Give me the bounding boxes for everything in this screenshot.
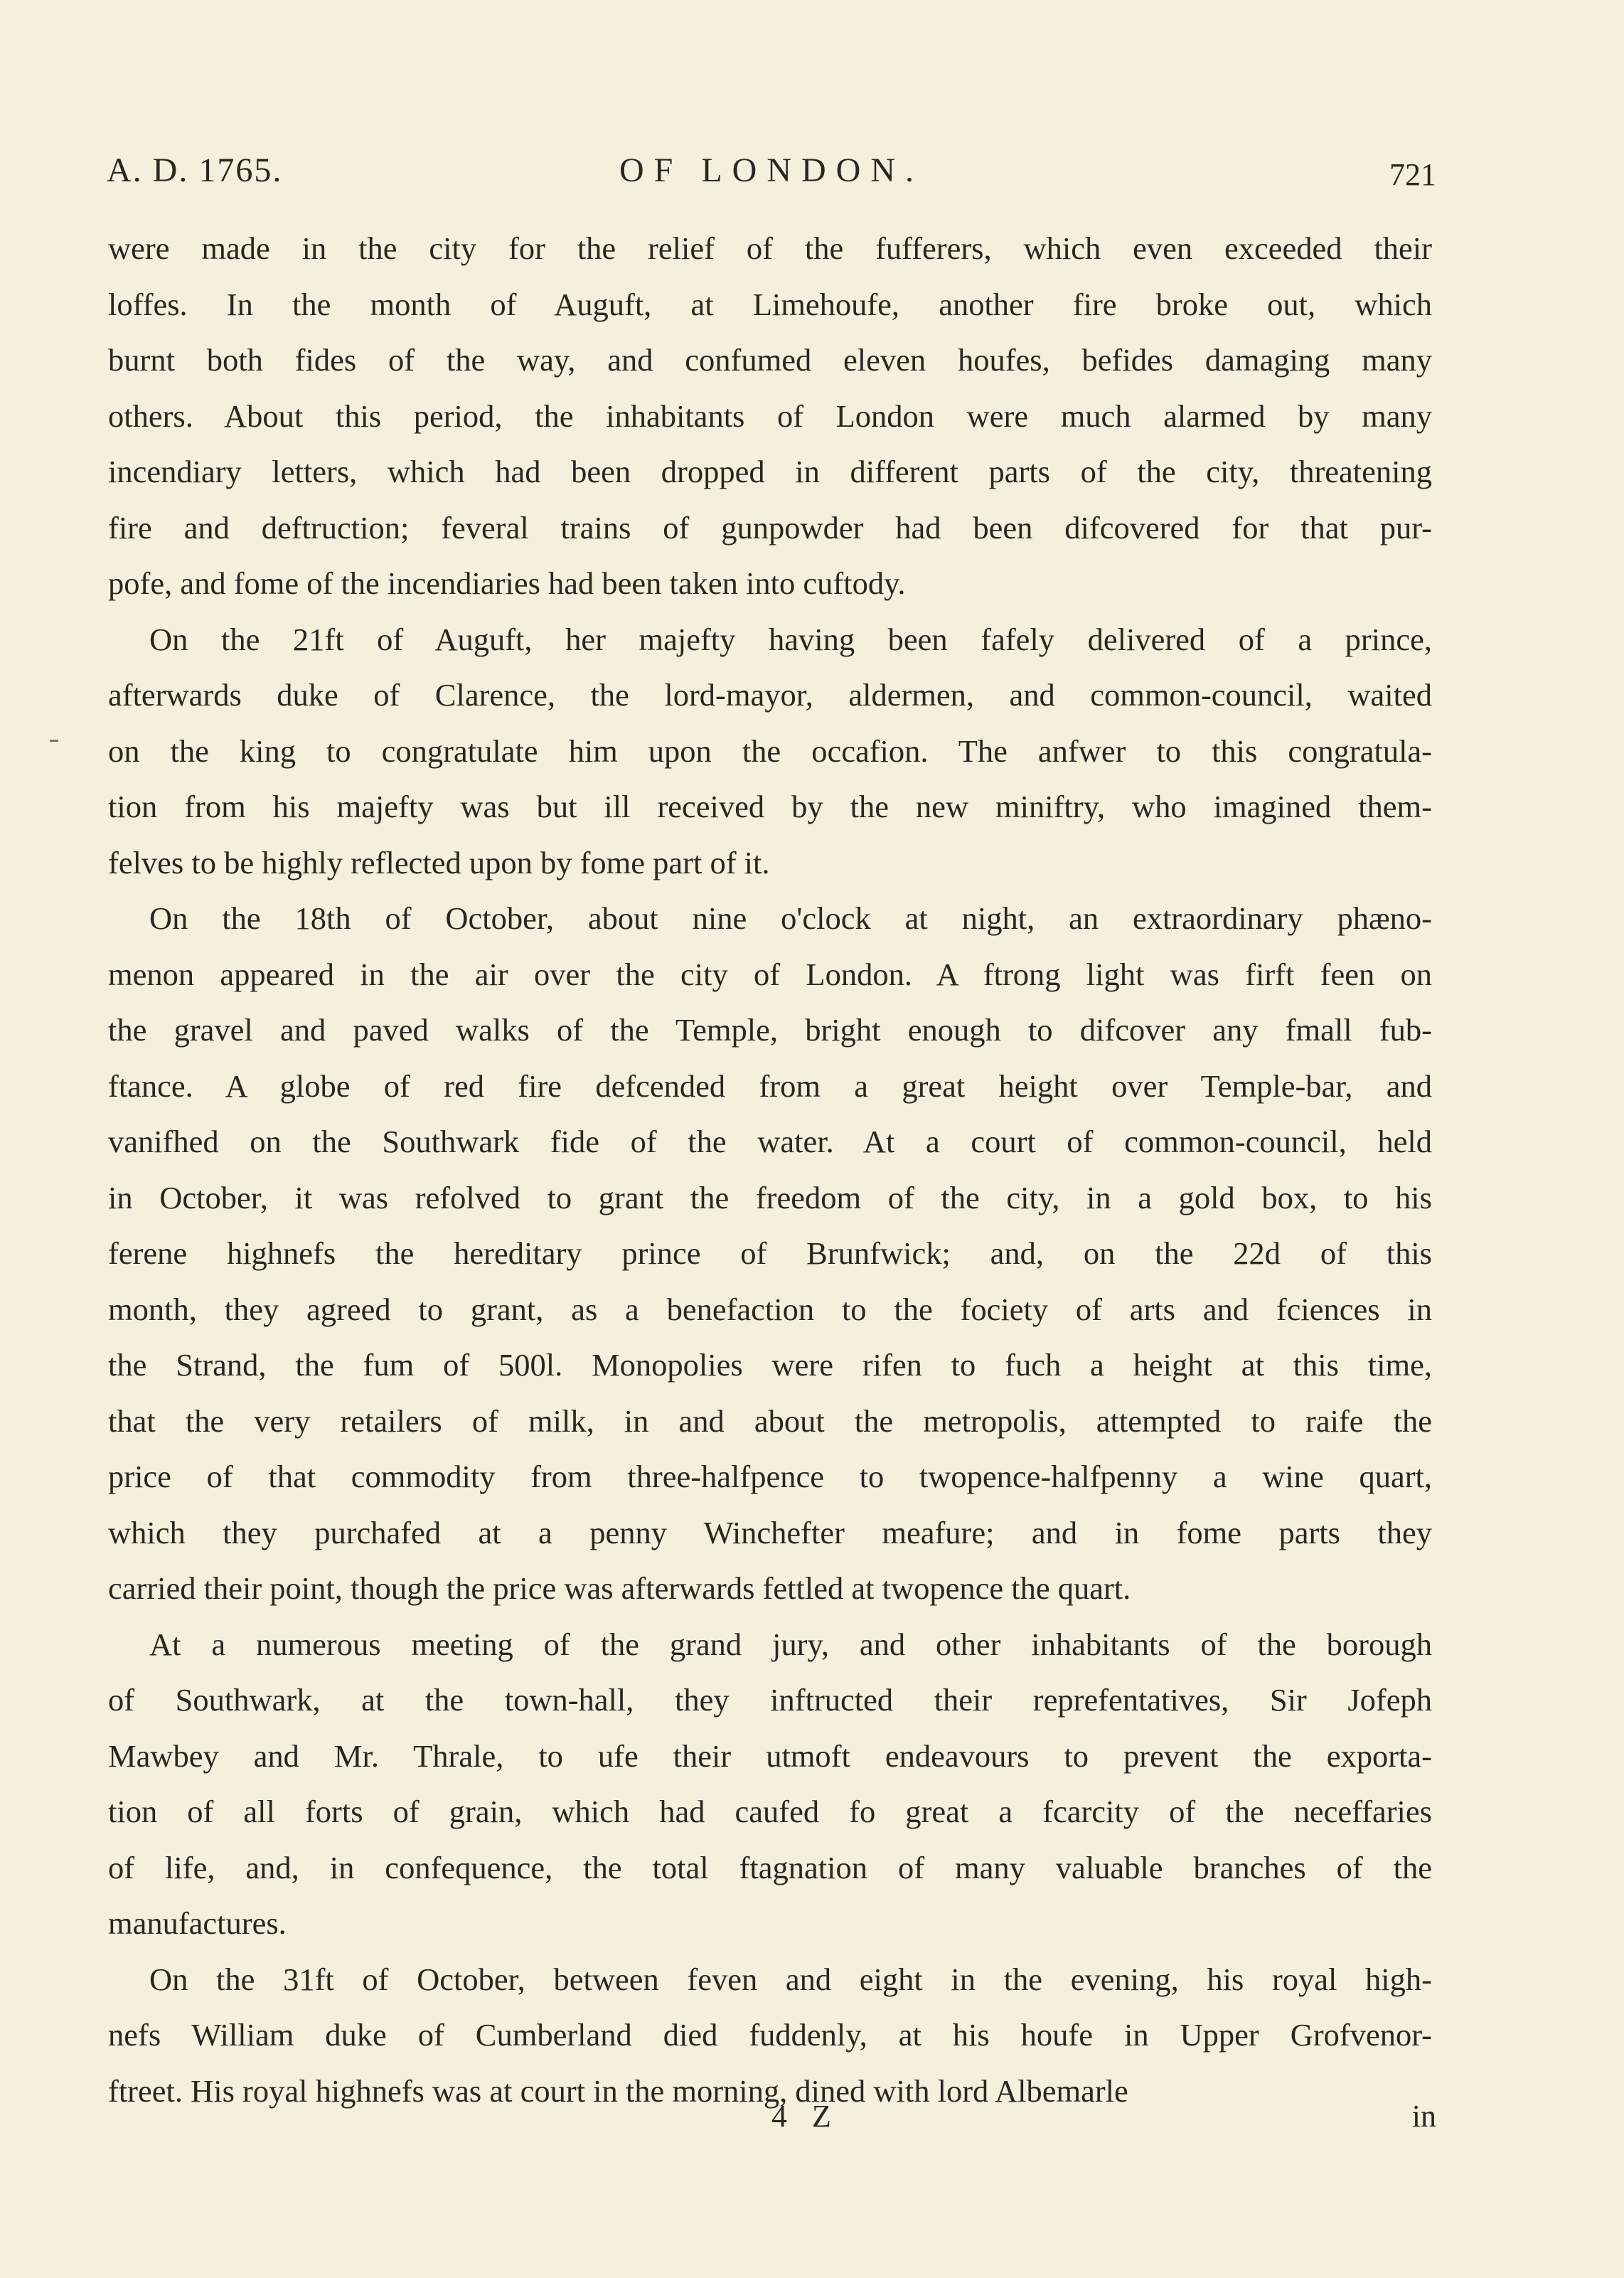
catchword: in: [1411, 2099, 1436, 2134]
text-line: that the very retailers of milk, in and about the metropolis, attempted to raife the: [108, 1403, 1432, 1439]
text-line: ferene highnefs the hereditary prince of Brunfwick; and, on the 22d of this: [108, 1235, 1432, 1271]
text-line: loffes. In the month of Auguft, at Limehoufe, another fire broke out, which: [108, 286, 1432, 322]
paragraph: [108, 890, 1432, 1617]
text-line: tion from his majefty was but ill received by the new miniftry, who imagined them-: [108, 789, 1432, 824]
paragraph: [108, 1617, 1432, 1952]
text-line: carried their point, though the price was afterwards fettled at twopence the quart.: [108, 1570, 1131, 1606]
paragraph: [108, 1952, 1432, 2119]
text-line: Mawbey and Mr. Thrale, to ufe their utmoft endeavours to prevent the exporta-: [108, 1737, 1432, 1774]
header-title: OF LONDON.: [619, 151, 924, 189]
text-line: were made in the city for the relief of the fufferers, which even exceeded their: [108, 230, 1432, 266]
text-line: tion of all forts of grain, which had caufed fo great a fcarcity of the neceffaries: [108, 1794, 1432, 1829]
header-year: A. D. 1765.: [107, 151, 283, 189]
running-header: [107, 151, 1436, 201]
text-line: incendiary letters, which had been dropped in different parts of the city, threatening: [108, 454, 1432, 489]
text-line: the gravel and paved walks of the Temple, bright enough to difcover any fmall fub-: [108, 1012, 1432, 1048]
text-line: At a numerous meeting of the grand jury, and other inhabitants of the borough: [149, 1626, 1432, 1662]
text-line: felves to be highly reflected upon by fome part of it.: [108, 844, 770, 880]
text-line: price of that commodity from three-halfpence to twopence-halfpenny a wine quart,: [108, 1459, 1432, 1494]
text-line: afterwards duke of Clarence, the lord-mayor, aldermen, and common-council, waited: [108, 677, 1432, 713]
text-line: manufactures.: [108, 1905, 287, 1941]
text-line: month, they agreed to grant, as a benefaction to the fociety of arts and fciences in: [108, 1291, 1432, 1327]
paragraph: [108, 220, 1432, 612]
text-line: On the 18th of October, about nine o'clock at night, an extraordinary phæno-: [149, 900, 1432, 936]
text-line: nefs William duke of Cumberland died fuddenly, at his houfe in Upper Grofvenor-: [108, 2017, 1432, 2053]
margin-mark: [50, 740, 58, 742]
text-line: ftreet. His royal highnefs was at court in the morning, dined with lord Albemarle: [108, 2072, 1128, 2109]
text-line: fire and deftruction; feveral trains of gunpowder had been difcovered for that pur-: [108, 509, 1432, 545]
text-line: burnt both fides of the way, and confumed eleven houfes, befides damaging many: [108, 342, 1432, 378]
signature-mark: 4 Z: [771, 2099, 840, 2134]
text-line: pofe, and fome of the incendiaries had been taken into cuftody.: [108, 565, 906, 601]
text-line: in October, it was refolved to grant the freedom of the city, in a gold box, to his: [108, 1179, 1432, 1215]
text-line: of Southwark, at the town-hall, they inftructed their reprefentatives, Sir Jofeph: [108, 1682, 1432, 1718]
text-line: the Strand, the fum of 500l. Monopolies were rifen to fuch a height at this time,: [108, 1347, 1432, 1383]
text-line: on the king to congratulate him upon the occafion. The anfwer to this congratula-: [108, 733, 1432, 769]
page-footer: [107, 2098, 1436, 2141]
text-line: On the 31ft of October, between feven and eight in the evening, his royal high-: [149, 1961, 1432, 1997]
text-line: ftance. A globe of red fire defcended from a great height over Temple-bar, and: [108, 1068, 1432, 1104]
paragraph: [108, 612, 1432, 891]
text-line: vanifhed on the Southwark fide of the water. At a court of common-council, held: [108, 1124, 1432, 1159]
body-text: [108, 220, 1432, 2119]
text-line: On the 21ft of Auguft, her majefty having been fafely delivered of a prince,: [149, 621, 1432, 657]
text-line: of life, and, in confequence, the total ftagnation of many valuable branches of the: [108, 1849, 1432, 1885]
text-line: menon appeared in the air over the city of London. A ftrong light was firft feen on: [108, 956, 1432, 992]
text-line: which they purchafed at a penny Winchefter meafure; and in fome parts they: [108, 1514, 1432, 1550]
page-number: 721: [1389, 157, 1436, 192]
text-line: others. About this period, the inhabitants of London were much alarmed by many: [108, 398, 1432, 434]
